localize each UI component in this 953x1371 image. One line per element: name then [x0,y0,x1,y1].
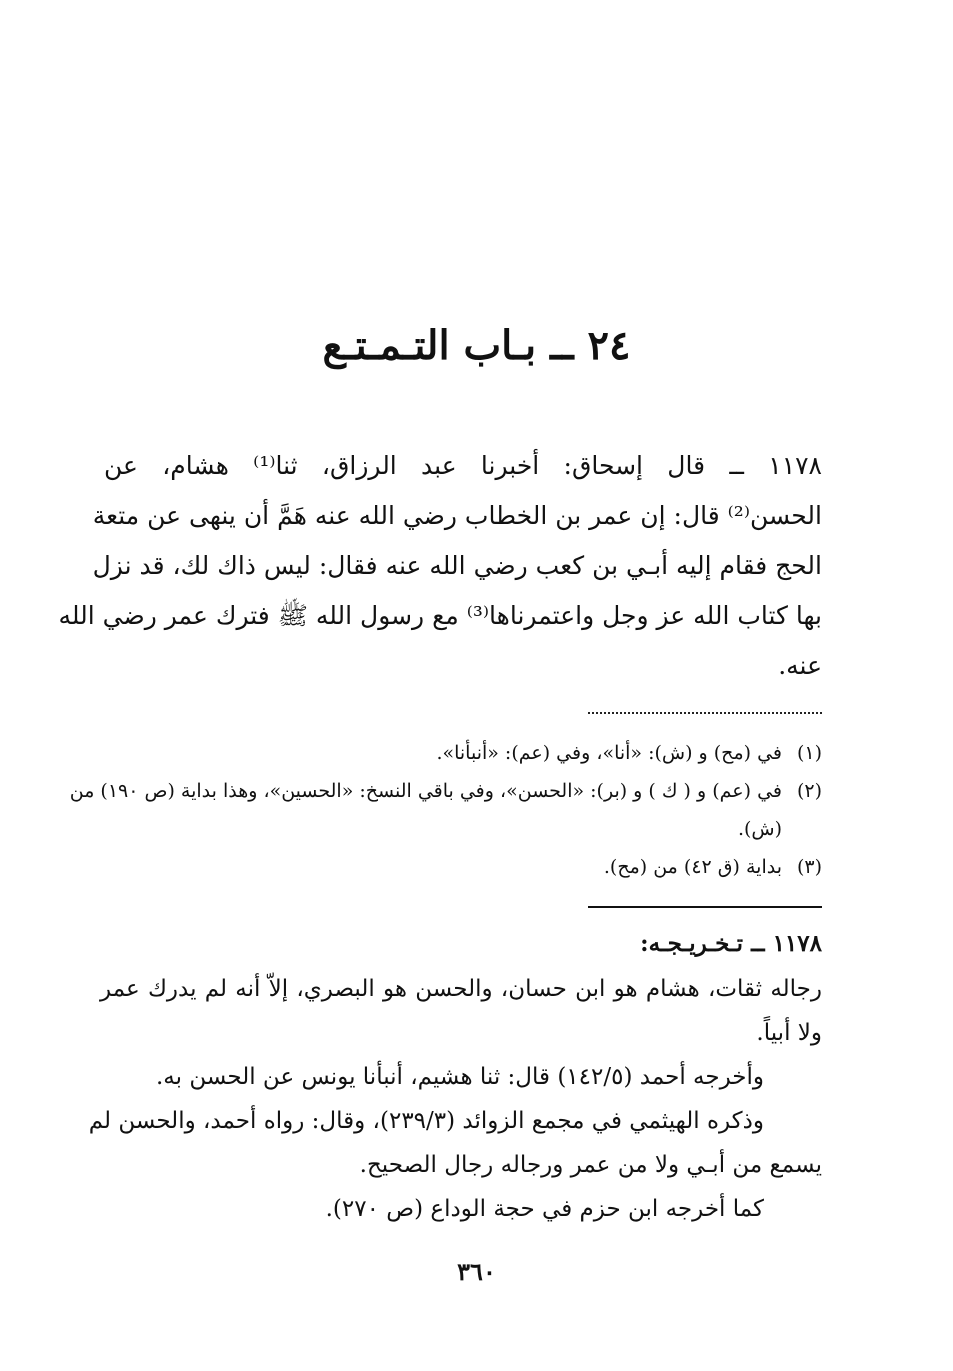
footnote-text: في (عم) و ( ك ) و (بر): «الحسن»، وفي باقي النسخ: «الحسين»، وهذا بداية (ص ١٩٠) من [69,780,782,802]
hadith-line: الحج فقام إليه أبـي بن كعب رضي الله عنه فقال: ليس ذاك لك، قد نزل [92,551,822,580]
footnote-number: (١) [796,742,822,764]
hadith-line: بها كتاب الله عز وجل واعتمرناها⁽³⁾ مع رسول الله ﷺ فترك عمر رضي الله [58,601,822,630]
takhrij-separator [588,906,822,908]
hadith-line: عنه. [778,651,822,680]
footnote-2-continued: (ش). [737,818,782,840]
hadith-line: الحسن⁽²⁾ قال: إن عمر بن الخطاب رضي الله عنه هَمَّ أن ينهى عن متعة [92,501,822,530]
footnote-separator [588,712,822,714]
footnote-number: (٣) [796,856,822,878]
footnote-3 [104,848,822,886]
footnote-2 [69,772,822,810]
footnote-1 [104,734,822,772]
footnotes [69,734,822,886]
takhrij-line: يسمع من أبـي ولا من عمر ورجاله رجال الصحيح. [359,1152,822,1178]
takhrij-line: ولا أبياً. [756,1020,822,1046]
takhrij-section [88,921,822,1231]
chapter-title: ٢٤ ــ بـاب التـمـتـع [322,322,631,369]
takhrij-line: كما أخرجه ابن حزم في حجة الوداع (ص ٢٧٠). [325,1196,764,1222]
footnote-text: في (مح) و (ش): «أنا»، وفي (عم): «أنبأنا». [436,742,782,764]
footnote-text: بداية (ق ٤٢) من (مح). [603,856,782,878]
takhrij-line: وذكره الهيثمي في مجمع الزوائد (٢٣٩/٣)، وقال: رواه أحمد، والحسن لم [88,1108,764,1134]
page-number: ٣٦٠ [457,1257,496,1286]
takhrij-line: رجاله ثقات، هشام هو ابن حسان، والحسن هو البصري، إلاّ أنه لم يدرك عمر [100,976,822,1002]
takhrij-heading: ١١٧٨ ــ تـخـريـجـه: [640,930,822,957]
hadith-line: ١١٧٨ ــ قال إسحاق: أخبرنا عبد الرزاق، ثنا⁽¹⁾ هشام، عن [104,451,822,480]
takhrij-line: وأخرجه أحمد (١٤٢/٥) قال: ثنا هشيم، أنبأنا يونس عن الحسن به. [156,1064,764,1090]
hadith-text [58,441,822,691]
footnote-number: (٢) [796,780,822,802]
